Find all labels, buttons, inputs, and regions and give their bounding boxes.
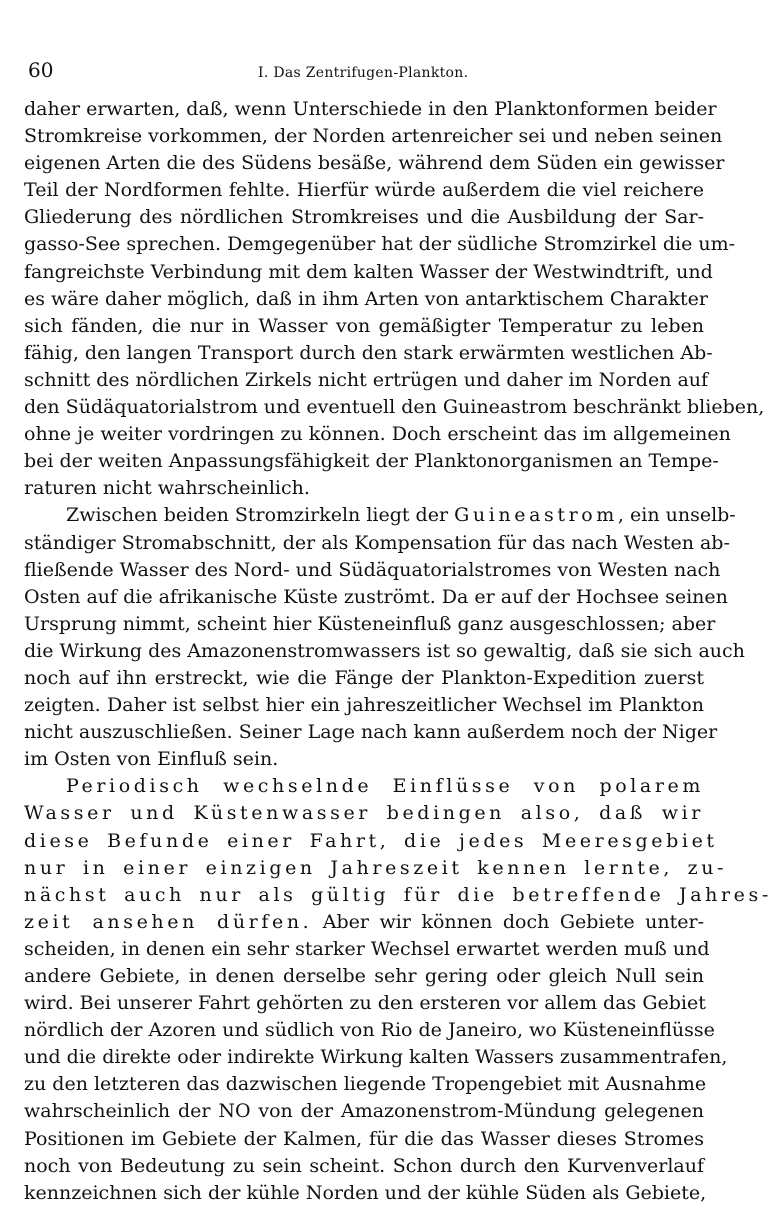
- page-header: [24, 58, 704, 82]
- text-line: fähig, den langen Transport durch den stark erwärmten westlichen Ab-: [24, 341, 713, 364]
- paragraph-2: [24, 502, 745, 773]
- text-line: gasso-See sprechen. Demgegenüber hat der südliche Stromzirkel die um-: [24, 233, 736, 256]
- text-line: fangreichste Verbindung mit dem kalten Wasser der Westwindtrift, und: [24, 260, 713, 283]
- text-span: , ein unselb-: [617, 504, 736, 527]
- text-line: es wäre daher möglich, daß in ihm Arten von antarktischem Charakter: [24, 287, 708, 310]
- text-line: wird. Bei unserer Fahrt gehörten zu den ersteren vor allem das Gebiet: [24, 992, 706, 1015]
- text-line: fließende Wasser des Nord- und Südäquatorialstromes von Westen nach: [24, 558, 721, 581]
- paragraph-3: [24, 773, 772, 1207]
- text-line: Teil der Nordformen fehlte. Hierfür würde außerdem die viel reichere: [24, 179, 704, 202]
- text-line: zu den letzteren das dazwischen liegende Tropengebiet mit Ausnahme: [24, 1073, 707, 1096]
- text-line: wahrscheinlich der NO von der Amazonenstrom-Mündung gelegenen: [24, 1100, 704, 1123]
- text-line: im Osten von Einfluß sein.: [24, 748, 279, 771]
- text-line: eigenen Arten die des Südens besäße, während dem Süden ein gewisser: [24, 152, 725, 175]
- text-line: andere Gebiete, in denen derselbe sehr gering oder gleich Null sein: [24, 965, 704, 987]
- text-line: noch auf ihn erstreckt, wie die Fänge der Plankton-Expedition zuerst: [24, 666, 704, 689]
- text-line: kennzeichnen sich der kühle Norden und der kühle Süden als Gebiete,: [24, 1181, 707, 1204]
- text-line: den Südäquatorialstrom und eventuell den Guineastrom beschränkt blieben,: [24, 396, 765, 419]
- text-line: und die direkte oder indirekte Wirkung kalten Wassers zusammentrafen,: [24, 1046, 728, 1069]
- spaced-text-line: diese Befunde einer Fahrt, die jedes Meeresgebiet: [24, 829, 718, 852]
- text-line: nördlich der Azoren und südlich von Rio de Janeiro, wo Küsteneinflüsse: [24, 1019, 715, 1042]
- text-line: Stromkreise vorkommen, der Norden artenreicher sei und neben seinen: [24, 125, 723, 148]
- text-line: ohne je weiter vordringen zu können. Doch erscheint das im allgemeinen: [24, 423, 731, 446]
- spaced-text-line: Periodisch wechselnde Einflüsse von polarem: [66, 775, 704, 798]
- text-line: [24, 909, 704, 936]
- text-line: bei der weiten Anpassungsfähigkeit der Planktonorganismen an Tempe-: [24, 450, 719, 473]
- text-line: daher erwarten, daß, wenn Unterschiede in den Planktonformen beider: [24, 98, 717, 120]
- text-line: Osten auf die afrikanische Küste zuströmt. Da er auf der Hochsee seinen: [24, 585, 728, 608]
- text-span: Zwischen beiden Stromzirkeln liegt der: [66, 504, 455, 527]
- spaced-text-line: nächst auch nur als gültig für die betreffende Jahres-: [24, 883, 772, 906]
- text-line: zeigten. Daher ist selbst hier ein jahreszeitlicher Wechsel im Plankton: [24, 694, 704, 717]
- page-number: 60: [28, 58, 54, 82]
- text-line: [24, 502, 736, 529]
- text-line: raturen nicht wahrscheinlich.: [24, 477, 310, 500]
- text-line: noch von Bedeutung zu sein scheint. Schon durch den Kurvenverlauf: [24, 1154, 704, 1177]
- text-line: ständiger Stromabschnitt, der als Kompensation für das nach Westen ab-: [24, 531, 730, 554]
- text-line: nicht auszuschließen. Seiner Lage nach kann außerdem noch der Niger: [24, 721, 718, 744]
- text-line: schnitt des nördlichen Zirkels nicht ertrügen und daher im Norden auf: [24, 368, 709, 391]
- spaced-text-line: Wasser und Küstenwasser bedingen also, daß wir: [24, 802, 704, 825]
- text-line: Ursprung nimmt, scheint hier Küsteneinfluß ganz ausgeschlossen; aber: [24, 612, 716, 635]
- running-title: I. Das Zentrifugen-Plankton.: [258, 65, 469, 81]
- spaced-emphasis: zeit ansehen dürfen.: [24, 910, 313, 933]
- text-line: Positionen im Gebiete der Kalmen, für die das Wasser dieses Stromes: [24, 1127, 704, 1150]
- text-span: Aber wir können doch Gebiete unter-: [312, 910, 704, 933]
- text-line: scheiden, in denen ein sehr starker Wechsel erwartet werden muß und: [24, 937, 710, 960]
- text-line: die Wirkung des Amazonenstromwassers ist so gewaltig, daß sie sich auch: [24, 639, 745, 662]
- paragraph-1: [24, 96, 765, 502]
- text-line: sich fänden, die nur in Wasser von gemäßigter Temperatur zu leben: [24, 314, 704, 337]
- text-line: Gliederung des nördlichen Stromkreises und die Ausbildung der Sar-: [24, 206, 704, 229]
- spaced-text-line: nur in einer einzigen Jahreszeit kennen lernte, zu-: [24, 856, 728, 879]
- spaced-emphasis: Guineastrom: [454, 504, 618, 527]
